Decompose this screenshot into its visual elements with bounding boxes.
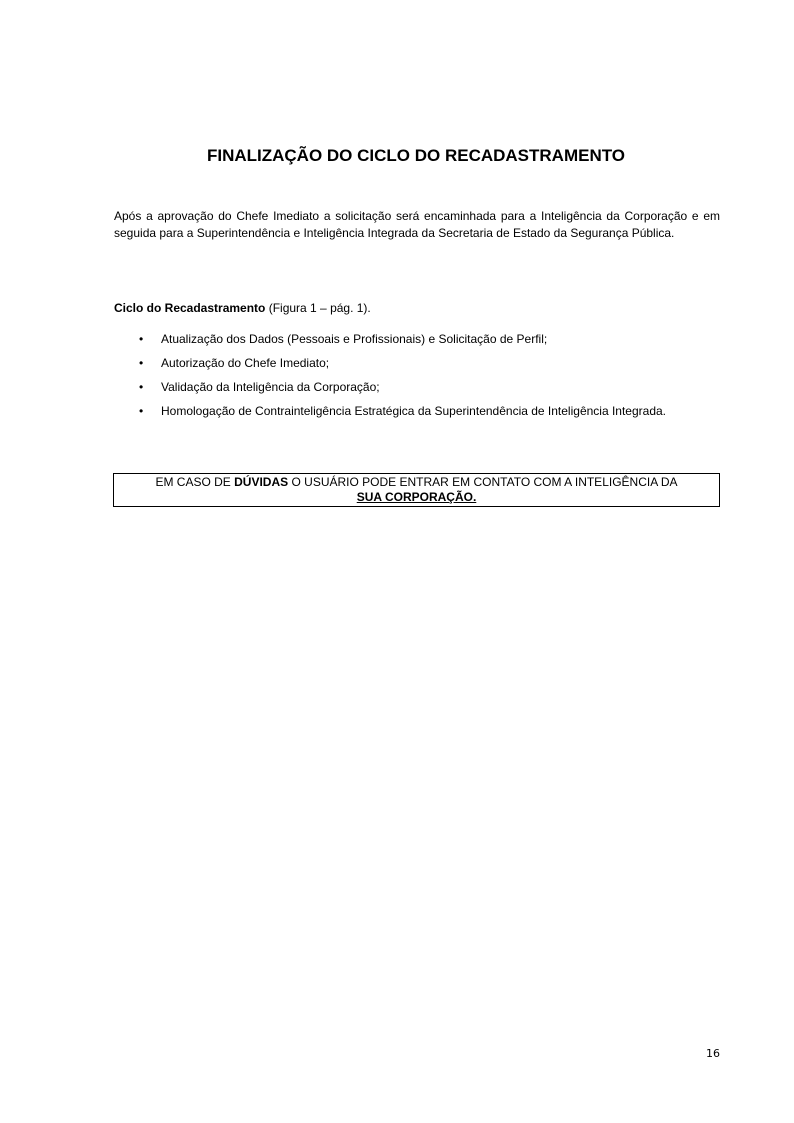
list-item: [114, 379, 734, 395]
bullet-icon: •: [139, 332, 144, 346]
step-text: Autorização do Chefe Imediato;: [161, 356, 330, 370]
bullet-icon: •: [139, 356, 144, 370]
contact-notice-box: [113, 473, 720, 507]
notice-line-1: [114, 475, 719, 490]
page-number: 16: [706, 1047, 720, 1060]
cycle-heading-title: Ciclo do Recadastramento: [114, 301, 266, 315]
bullet-icon: •: [139, 404, 144, 418]
list-item: [114, 403, 734, 419]
list-item: [114, 331, 734, 347]
cycle-heading: [114, 300, 720, 316]
intro-paragraph: Após a aprovação do Chefe Imediato a solicitação será encaminhada para a Inteligência da Corporação e em seguida para a Superintendência e Inteligência Integrada da Secretaria de Estado da Segurança Pública.: [114, 209, 720, 240]
notice-text-part1: EM CASO DE: [155, 475, 235, 489]
bullet-icon: •: [139, 380, 144, 394]
step-text: Atualização dos Dados (Pessoais e Profissionais) e Solicitação de Perfil;: [161, 332, 548, 346]
list-item: [114, 355, 734, 371]
notice-line-2: [114, 490, 719, 505]
cycle-steps-list: [114, 331, 734, 427]
notice-text-part3: O USUÁRIO PODE ENTRAR EM CONTATO COM A INTELIGÊNCIA DA: [288, 475, 678, 489]
page-title: FINALIZAÇÃO DO CICLO DO RECADASTRAMENTO: [206, 146, 626, 165]
notice-text-corporation: SUA CORPORAÇÃO.: [356, 490, 477, 504]
step-text: Validação da Inteligência da Corporação;: [161, 380, 380, 394]
cycle-heading-figure-ref: (Figura 1 – pág. 1).: [265, 301, 371, 315]
notice-text-doubts: DÚVIDAS: [234, 475, 289, 489]
step-text: Homologação de Contrainteligência Estratégica da Superintendência de Inteligência Integrada.: [161, 404, 667, 418]
